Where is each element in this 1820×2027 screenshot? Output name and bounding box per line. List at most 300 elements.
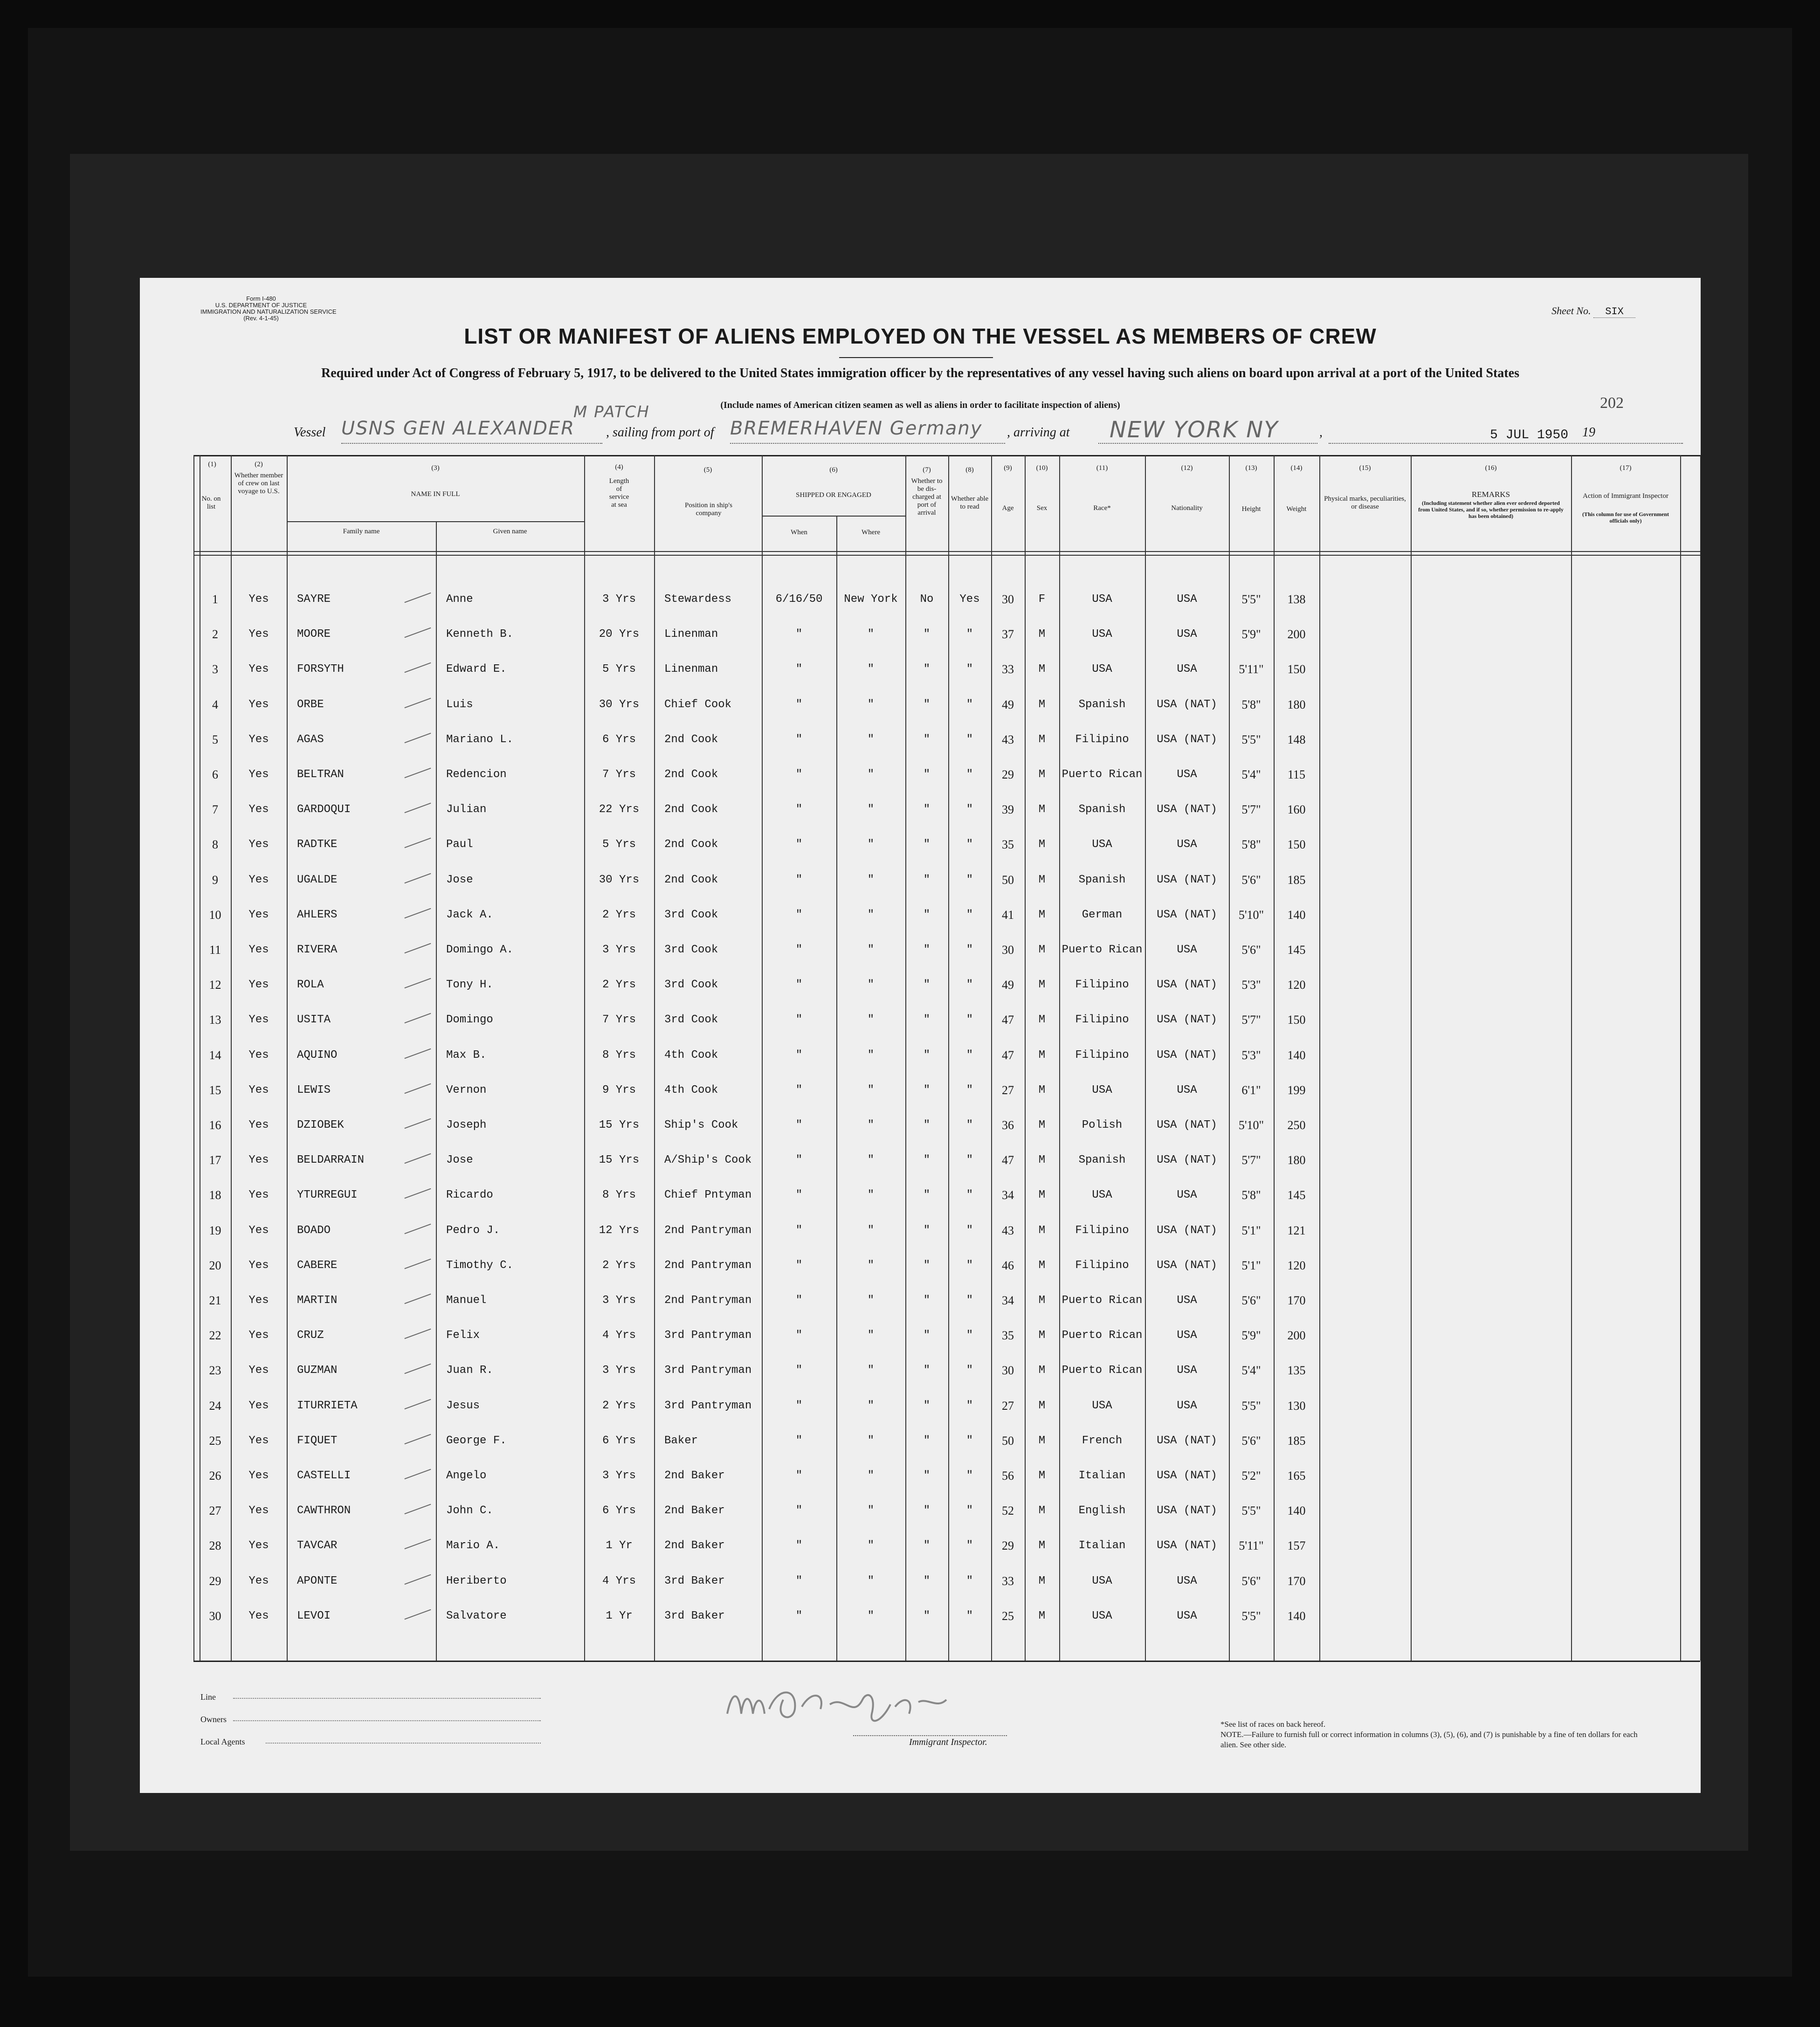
prior-voyage-cell: Yes: [248, 698, 269, 711]
weight-cell: 150: [1287, 1013, 1306, 1027]
row-number-cell: 7: [212, 803, 218, 816]
able-to-read-cell: ": [966, 1610, 973, 1622]
able-to-read-cell: ": [966, 1259, 973, 1272]
sex-cell: M: [1038, 1014, 1046, 1026]
row-number-cell: 16: [209, 1118, 221, 1132]
service-length-cell: 2 Yrs: [602, 1400, 636, 1412]
race-cell: Puerto Rican: [1062, 1364, 1143, 1377]
col-13-number: (13): [1245, 464, 1257, 472]
weight-cell: 140: [1287, 1609, 1306, 1623]
weight-cell: 150: [1287, 838, 1306, 851]
page-subnote: (Include names of American citizen seamen as well as aliens in order to facilitate inspection of aliens): [720, 400, 1120, 410]
nationality-cell: USA (NAT): [1157, 1119, 1217, 1131]
able-to-read-cell: ": [966, 663, 973, 676]
given-name-cell: Paul: [446, 838, 473, 851]
sex-cell: M: [1038, 1434, 1046, 1447]
table-row: [140, 863, 1701, 897]
col-1-number: (1): [208, 461, 216, 468]
service-length-cell: 12 Yrs: [599, 1224, 640, 1237]
col-3-number: (3): [431, 464, 440, 472]
weight-cell: 140: [1287, 1504, 1306, 1517]
prior-voyage-cell: Yes: [248, 1049, 269, 1062]
sheet-number-label: Sheet No.: [1551, 305, 1591, 317]
nationality-cell: USA: [1177, 838, 1197, 851]
weight-cell: 200: [1287, 1329, 1306, 1342]
table-row: [140, 1529, 1701, 1563]
sex-cell: M: [1038, 663, 1046, 676]
position-cell: 4th Cook: [664, 1084, 718, 1096]
service-length-cell: 3 Yrs: [602, 1364, 636, 1377]
line-field: [200, 1686, 541, 1708]
given-name-cell: Redencion: [446, 768, 507, 781]
sex-cell: M: [1038, 838, 1046, 851]
discharged-cell: ": [923, 663, 931, 676]
col-13-header: Height: [1241, 505, 1261, 513]
nationality-cell: USA (NAT): [1157, 1154, 1217, 1166]
prior-voyage-cell: Yes: [248, 944, 269, 956]
age-cell: 37: [1002, 627, 1014, 641]
row-number-cell: 2: [212, 627, 218, 641]
position-cell: 3rd Cook: [664, 1014, 718, 1026]
table-row: [140, 1494, 1701, 1528]
table-row: [140, 1143, 1701, 1178]
height-cell: 5'6": [1241, 1434, 1261, 1448]
weight-cell: 170: [1287, 1574, 1306, 1588]
col-8-header: Whether able to read: [951, 495, 989, 510]
table-row: [140, 582, 1701, 617]
row-number-cell: 5: [212, 733, 218, 746]
race-cell: Spanish: [1078, 698, 1126, 711]
prior-voyage-cell: Yes: [248, 593, 269, 606]
age-cell: 29: [1002, 1539, 1014, 1552]
shipped-where-cell: ": [867, 1434, 875, 1447]
arriving-at-label: , arriving at: [1007, 425, 1070, 440]
able-to-read-cell: ": [966, 1504, 973, 1517]
service-length-cell: 3 Yrs: [602, 1294, 636, 1307]
height-cell: 5'4": [1241, 1364, 1261, 1377]
position-cell: Ship's Cook: [664, 1119, 738, 1131]
age-cell: 47: [1002, 1048, 1014, 1062]
family-name-cell: CAWTHRON: [297, 1504, 351, 1517]
sex-cell: M: [1038, 944, 1046, 956]
table-row: [140, 1424, 1701, 1458]
port-from-line: [730, 443, 1005, 444]
row-number-cell: 17: [209, 1153, 221, 1167]
service-length-cell: 3 Yrs: [602, 1469, 636, 1482]
age-cell: 49: [1002, 698, 1014, 711]
age-cell: 25: [1002, 1609, 1014, 1623]
sex-cell: M: [1038, 1259, 1046, 1272]
shipped-when-cell: ": [795, 1189, 803, 1201]
age-cell: 34: [1002, 1188, 1014, 1202]
races-note: *See list of races on back hereof.: [1220, 1720, 1326, 1729]
height-cell: 5'11": [1239, 1539, 1264, 1552]
sex-cell: M: [1038, 1575, 1046, 1587]
able-to-read-cell: ": [966, 1014, 973, 1026]
col-8-number: (8): [965, 466, 974, 474]
row-number-cell: 9: [212, 873, 218, 887]
col-6-where-header: Where: [862, 529, 880, 536]
date-stamp: 5 JUL 1950: [1490, 428, 1569, 442]
row-number-cell: 12: [209, 978, 221, 992]
row-number-cell: 30: [209, 1609, 221, 1623]
shipped-where-cell: ": [867, 1119, 875, 1131]
service-length-cell: 3 Yrs: [602, 593, 636, 606]
weight-cell: 135: [1287, 1364, 1306, 1377]
given-name-cell: Mariano L.: [446, 733, 514, 746]
table-row: [140, 1459, 1701, 1493]
prior-voyage-cell: Yes: [248, 909, 269, 921]
sex-cell: M: [1038, 1084, 1046, 1096]
nationality-cell: USA (NAT): [1157, 1224, 1217, 1237]
table-row: [140, 617, 1701, 652]
position-cell: 3rd Cook: [664, 909, 718, 921]
col-16-number: (16): [1485, 464, 1497, 472]
discharged-cell: ": [923, 1434, 931, 1447]
prior-voyage-cell: Yes: [248, 1469, 269, 1482]
able-to-read-cell: ": [966, 1364, 973, 1377]
nationality-cell: USA (NAT): [1157, 733, 1217, 746]
sex-cell: M: [1038, 1610, 1046, 1622]
height-cell: 5'6": [1241, 1574, 1261, 1588]
nationality-cell: USA (NAT): [1157, 1539, 1217, 1552]
position-cell: 2nd Baker: [664, 1469, 725, 1482]
discharged-cell: ": [923, 1119, 931, 1131]
discharged-cell: ": [923, 1575, 931, 1587]
race-cell: Puerto Rican: [1062, 944, 1143, 956]
agents-field-blank: [266, 1731, 541, 1744]
race-cell: French: [1082, 1434, 1123, 1447]
family-name-cell: BELTRAN: [297, 768, 344, 781]
weight-cell: 145: [1287, 943, 1306, 957]
col-14-number: (14): [1290, 464, 1303, 472]
prior-voyage-cell: Yes: [248, 1259, 269, 1272]
service-length-cell: 2 Yrs: [602, 909, 636, 921]
col-5-header: Position in ship's company: [685, 502, 732, 517]
service-length-cell: 30 Yrs: [599, 874, 640, 886]
shipped-when-cell: ": [795, 1575, 803, 1587]
able-to-read-cell: ": [966, 698, 973, 711]
nationality-cell: USA: [1177, 663, 1197, 676]
position-cell: A/Ship's Cook: [664, 1154, 752, 1166]
row-number-cell: 22: [209, 1329, 221, 1342]
col-6-number: (6): [829, 466, 838, 474]
age-cell: 35: [1002, 838, 1014, 851]
sex-cell: M: [1038, 874, 1046, 886]
height-cell: 5'2": [1241, 1469, 1261, 1482]
shipped-when-cell: 6/16/50: [775, 593, 823, 606]
prior-voyage-cell: Yes: [248, 1224, 269, 1237]
family-name-cell: MARTIN: [297, 1294, 338, 1307]
inspector-signature: [713, 1681, 970, 1732]
discharged-cell: ": [923, 628, 931, 641]
discharged-cell: ": [923, 1049, 931, 1062]
shipped-when-cell: ": [795, 979, 803, 991]
row-number-cell: 23: [209, 1364, 221, 1377]
family-name-cell: AGAS: [297, 733, 324, 746]
prior-voyage-cell: Yes: [248, 1014, 269, 1026]
height-cell: 5'9": [1241, 627, 1261, 641]
family-name-cell: ITURRIETA: [297, 1400, 358, 1412]
sex-cell: M: [1038, 909, 1046, 921]
col-3-family-header: Family name: [343, 528, 380, 535]
given-name-cell: Mario A.: [446, 1539, 500, 1552]
prior-voyage-cell: Yes: [248, 979, 269, 991]
race-cell: Italian: [1078, 1469, 1126, 1482]
position-cell: Linenman: [664, 628, 718, 641]
col-16-subheader: (Including statement whether alien ever ordered deported from United States, and if so, whether permission to re-apply has been obtained): [1418, 500, 1564, 519]
position-cell: 2nd Cook: [664, 803, 718, 816]
shipped-where-cell: ": [867, 1189, 875, 1201]
nationality-cell: USA (NAT): [1157, 1469, 1217, 1482]
shipped-where-cell: ": [867, 944, 875, 956]
nationality-cell: USA (NAT): [1157, 1259, 1217, 1272]
col-15-header: Physical marks, peculiarities, or disease: [1324, 495, 1406, 510]
height-cell: 5'8": [1241, 1188, 1261, 1202]
page-number: 202: [1600, 394, 1624, 412]
shipped-when-cell: ": [795, 1364, 803, 1377]
col-1-header: No. on list: [201, 495, 221, 510]
able-to-read-cell: ": [966, 1189, 973, 1201]
weight-cell: 180: [1287, 1153, 1306, 1167]
row-number-cell: 19: [209, 1224, 221, 1237]
row-number-cell: 13: [209, 1013, 221, 1027]
discharged-cell: ": [923, 1364, 931, 1377]
prior-voyage-cell: Yes: [248, 1610, 269, 1622]
given-name-cell: Anne: [446, 593, 473, 606]
race-cell: USA: [1092, 593, 1112, 606]
sex-cell: M: [1038, 1469, 1046, 1482]
row-number-cell: 29: [209, 1574, 221, 1588]
shipped-when-cell: ": [795, 1504, 803, 1517]
prior-voyage-cell: Yes: [248, 733, 269, 746]
family-name-cell: CASTELLI: [297, 1469, 351, 1482]
family-name-cell: BOADO: [297, 1224, 331, 1237]
inspector-label: Immigrant Inspector.: [909, 1737, 987, 1747]
discharged-cell: ": [923, 733, 931, 746]
family-name-cell: LEVOI: [297, 1610, 331, 1622]
able-to-read-cell: ": [966, 944, 973, 956]
race-cell: Filipino: [1075, 1224, 1129, 1237]
nationality-cell: USA (NAT): [1157, 979, 1217, 991]
age-cell: 35: [1002, 1329, 1014, 1342]
service-length-cell: 1 Yr: [606, 1539, 633, 1552]
height-cell: 5'7": [1241, 803, 1261, 816]
able-to-read-cell: Yes: [959, 593, 980, 606]
col-10-header: Sex: [1036, 504, 1048, 512]
race-cell: USA: [1092, 1084, 1112, 1096]
shipped-where-cell: ": [867, 1539, 875, 1552]
row-number-cell: 26: [209, 1469, 221, 1482]
nationality-cell: USA (NAT): [1157, 1434, 1217, 1447]
age-cell: 36: [1002, 1118, 1014, 1132]
family-name-cell: UGALDE: [297, 874, 338, 886]
discharged-cell: ": [923, 1084, 931, 1096]
given-name-cell: Felix: [446, 1329, 480, 1342]
table-row: [140, 652, 1701, 687]
form-revision: (Rev. 4-1-45): [243, 315, 279, 322]
race-cell: Filipino: [1075, 979, 1129, 991]
shipped-when-cell: ": [795, 1400, 803, 1412]
nationality-cell: USA: [1177, 1575, 1197, 1587]
sex-cell: M: [1038, 1539, 1046, 1552]
position-cell: 3rd Cook: [664, 944, 718, 956]
fine-note: NOTE.—Failure to furnish full or correct information in columns (3), (5), (6), and (7) is punishable by a fine of ten dollars for each alien. See other side.: [1220, 1730, 1638, 1749]
shipped-when-cell: ": [795, 733, 803, 746]
position-cell: Linenman: [664, 663, 718, 676]
able-to-read-cell: ": [966, 628, 973, 641]
height-cell: 5'9": [1241, 1329, 1261, 1342]
col-4-number: (4): [615, 463, 623, 471]
given-name-cell: Manuel: [446, 1294, 487, 1307]
given-name-cell: Julian: [446, 803, 487, 816]
col-3-header: NAME IN FULL: [411, 490, 460, 498]
shipped-where-cell: ": [867, 1504, 875, 1517]
position-cell: Chief Pntyman: [664, 1189, 752, 1201]
shipped-where-cell: ": [867, 1259, 875, 1272]
able-to-read-cell: ": [966, 803, 973, 816]
age-cell: 49: [1002, 978, 1014, 992]
race-cell: USA: [1092, 1575, 1112, 1587]
col-10-number: (10): [1036, 464, 1048, 472]
col-17-header: Action of Immigrant Inspector: [1583, 492, 1668, 500]
height-cell: 5'5": [1241, 593, 1261, 606]
sailing-from-label: , sailing from port of: [606, 425, 714, 440]
prior-voyage-cell: Yes: [248, 1539, 269, 1552]
shipped-where-cell: ": [867, 909, 875, 921]
sheet-number: [1551, 305, 1635, 318]
col-3-given-header: Given name: [493, 528, 527, 535]
prior-voyage-cell: Yes: [248, 838, 269, 851]
position-cell: Baker: [664, 1434, 698, 1447]
vessel-name: USNS GEN ALEXANDER: [341, 418, 575, 439]
nationality-cell: USA: [1177, 1400, 1197, 1412]
nationality-cell: USA: [1177, 1610, 1197, 1622]
col-16-header: REMARKS: [1471, 490, 1510, 499]
service-length-cell: 6 Yrs: [602, 1434, 636, 1447]
discharged-cell: ": [923, 838, 931, 851]
service-length-cell: 7 Yrs: [602, 1014, 636, 1026]
col-2-header: Whether member of crew on last voyage to U.S.: [234, 472, 283, 495]
nationality-cell: USA: [1177, 1084, 1197, 1096]
position-cell: 3rd Baker: [664, 1610, 725, 1622]
col-7-number: (7): [923, 466, 931, 474]
family-name-cell: AQUINO: [297, 1049, 338, 1062]
height-cell: 5'6": [1241, 873, 1261, 887]
able-to-read-cell: ": [966, 1119, 973, 1131]
weight-cell: 148: [1287, 733, 1306, 746]
position-cell: 2nd Cook: [664, 768, 718, 781]
position-cell: 3rd Cook: [664, 979, 718, 991]
position-cell: Chief Cook: [664, 698, 732, 711]
prior-voyage-cell: Yes: [248, 1364, 269, 1377]
age-cell: 30: [1002, 943, 1014, 957]
family-name-cell: LEWIS: [297, 1084, 331, 1096]
position-cell: 2nd Baker: [664, 1539, 725, 1552]
position-cell: 3rd Pantryman: [664, 1400, 752, 1412]
table-row: [140, 758, 1701, 792]
height-cell: 5'7": [1241, 1013, 1261, 1027]
able-to-read-cell: ": [966, 1224, 973, 1237]
discharged-cell: ": [923, 768, 931, 781]
discharged-cell: ": [923, 909, 931, 921]
nationality-cell: USA (NAT): [1157, 909, 1217, 921]
shipped-where-cell: ": [867, 733, 875, 746]
nationality-cell: USA: [1177, 1294, 1197, 1307]
shipped-where-cell: ": [867, 663, 875, 676]
race-cell: Spanish: [1078, 874, 1126, 886]
nationality-cell: USA (NAT): [1157, 1049, 1217, 1062]
table-row: [140, 1178, 1701, 1213]
prior-voyage-cell: Yes: [248, 1084, 269, 1096]
age-cell: 30: [1002, 593, 1014, 606]
vessel-label: Vessel: [294, 425, 326, 440]
weight-cell: 170: [1287, 1294, 1306, 1307]
service-length-cell: 22 Yrs: [599, 803, 640, 816]
race-cell: Filipino: [1075, 1014, 1129, 1026]
height-cell: 5'7": [1241, 1153, 1261, 1167]
height-cell: 5'6": [1241, 943, 1261, 957]
service-length-cell: 2 Yrs: [602, 1259, 636, 1272]
race-cell: Puerto Rican: [1062, 1294, 1143, 1307]
row-number-cell: 14: [209, 1048, 221, 1062]
page-title: LIST OR MANIFEST OF ALIENS EMPLOYED ON THE VESSEL AS MEMBERS OF CREW: [464, 324, 1377, 348]
col-5-number: (5): [703, 466, 712, 474]
shipped-where-cell: ": [867, 1224, 875, 1237]
agents-label: Local Agents: [200, 1737, 245, 1746]
race-cell: USA: [1092, 628, 1112, 641]
discharged-cell: ": [923, 944, 931, 956]
sailing-label: [606, 425, 714, 440]
title-divider: [839, 357, 993, 358]
shipped-where-cell: ": [867, 698, 875, 711]
position-cell: 2nd Cook: [664, 838, 718, 851]
service-length-cell: 4 Yrs: [602, 1329, 636, 1342]
service-length-cell: 1 Yr: [606, 1610, 633, 1622]
service-length-cell: 8 Yrs: [602, 1049, 636, 1062]
row-number-cell: 3: [212, 662, 218, 676]
weight-cell: 140: [1287, 908, 1306, 922]
col-17-number: (17): [1620, 464, 1632, 472]
able-to-read-cell: ": [966, 1154, 973, 1166]
prior-voyage-cell: Yes: [248, 1434, 269, 1447]
prior-voyage-cell: Yes: [248, 803, 269, 816]
given-name-cell: Jose: [446, 874, 473, 886]
family-name-cell: BELDARRAIN: [297, 1154, 365, 1166]
service-length-cell: 2 Yrs: [602, 979, 636, 991]
header-bottom-rule: [193, 551, 1700, 552]
prior-voyage-cell: Yes: [248, 1189, 269, 1201]
nationality-cell: USA (NAT): [1157, 874, 1217, 886]
shipped-when-cell: ": [795, 874, 803, 886]
position-cell: 3rd Pantryman: [664, 1329, 752, 1342]
age-cell: 29: [1002, 768, 1014, 781]
vessel-name-line: [341, 443, 602, 444]
prior-voyage-cell: Yes: [248, 874, 269, 886]
sex-cell: M: [1038, 979, 1046, 991]
weight-cell: 115: [1287, 768, 1306, 781]
shipped-where-cell: ": [867, 1049, 875, 1062]
shipped-when-cell: ": [795, 1610, 803, 1622]
shipped-where-cell: ": [867, 1575, 875, 1587]
weight-cell: 121: [1287, 1224, 1306, 1237]
shipped-when-cell: ": [795, 1294, 803, 1307]
height-cell: 5'5": [1241, 733, 1261, 746]
table-row: [140, 1283, 1701, 1318]
nationality-cell: USA: [1177, 1364, 1197, 1377]
inspector-line: [853, 1735, 1007, 1736]
weight-cell: 160: [1287, 803, 1306, 816]
